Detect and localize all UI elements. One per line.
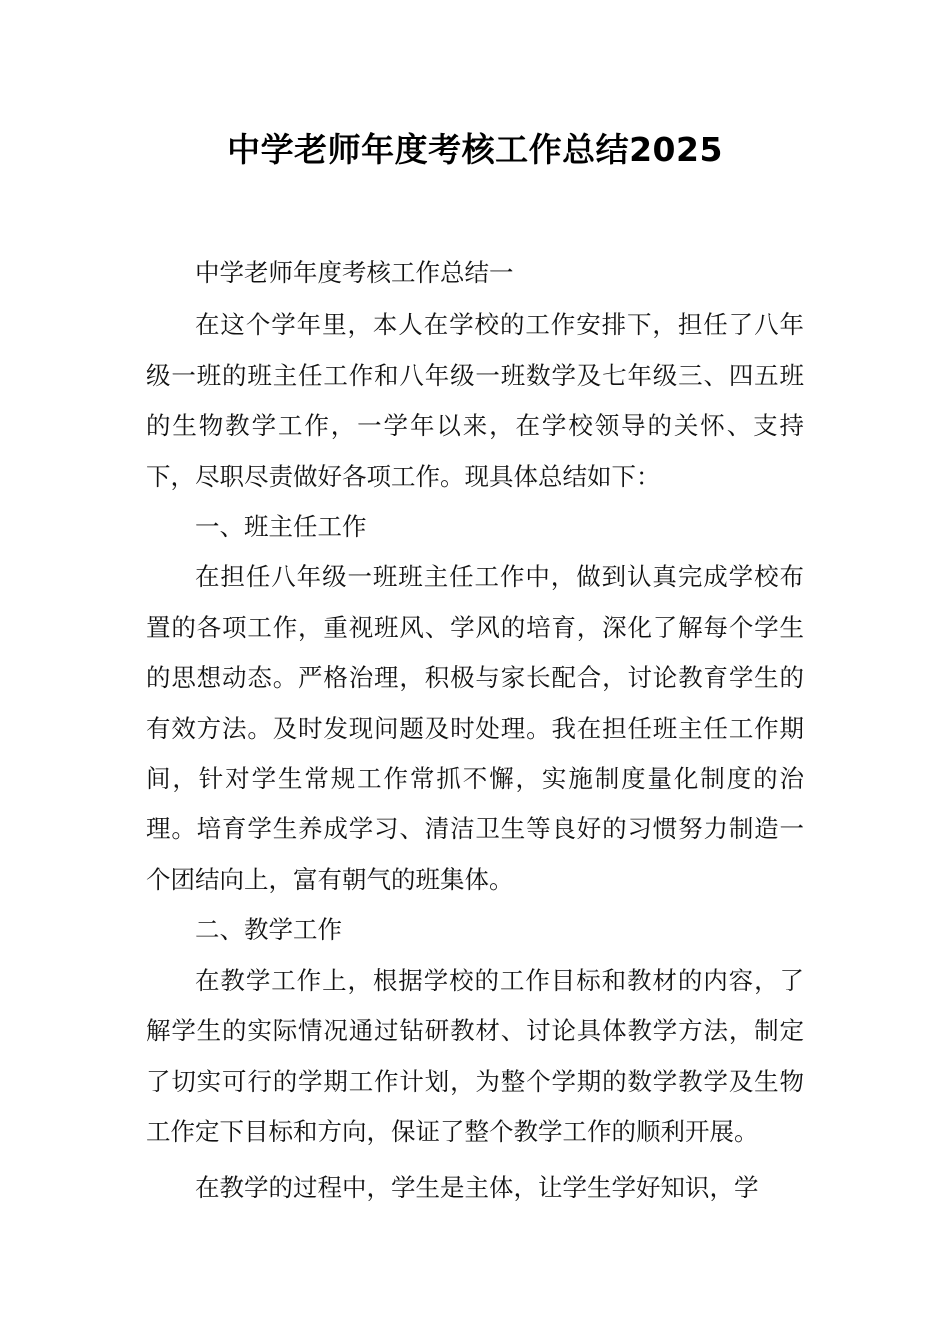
section-subtitle: 中学老师年度考核工作总结一 xyxy=(195,258,514,287)
heading-class-teacher: 一、班主任工作 xyxy=(195,512,367,542)
heading-teaching: 二、教学工作 xyxy=(195,915,342,945)
teaching-paragraph: 在教学工作上，根据学校的工作目标和教材的内容，了解学生的实际情况通过钻研教材、讨论具体教学方法，制定了切实可行的学期工作计划，为整个学期的数学教学及生物工作定下目标和方向，保证了整个教学工作的顺利开展。 xyxy=(146,965,804,1146)
intro-paragraph: 在这个学年里，本人在学校的工作安排下，担任了八年级一班的班主任工作和八年级一班数学及七年级三、四五班的生物教学工作，一学年以来，在学校领导的关怀、支持下，尽职尽责做好各项工作。现具体总结如下： xyxy=(146,310,804,491)
teaching-process-paragraph: 在教学的过程中，学生是主体，让学生学好知识，学 xyxy=(195,1173,759,1203)
document-title: 中学老师年度考核工作总结2025 xyxy=(227,130,723,169)
class-teacher-paragraph: 在担任八年级一班班主任工作中，做到认真完成学校布置的各项工作，重视班风、学风的培育，深化了解每个学生的思想动态。严格治理，积极与家长配合，讨论教育学生的有效方法。及时发现问题及时处理。我在担任班主任工作期间，针对学生常规工作常抓不懈，实施制度量化制度的治理。培育学生养成学习、清洁卫生等良好的习惯努力制造一个团结向上，富有朝气的班集体。 xyxy=(146,562,804,894)
